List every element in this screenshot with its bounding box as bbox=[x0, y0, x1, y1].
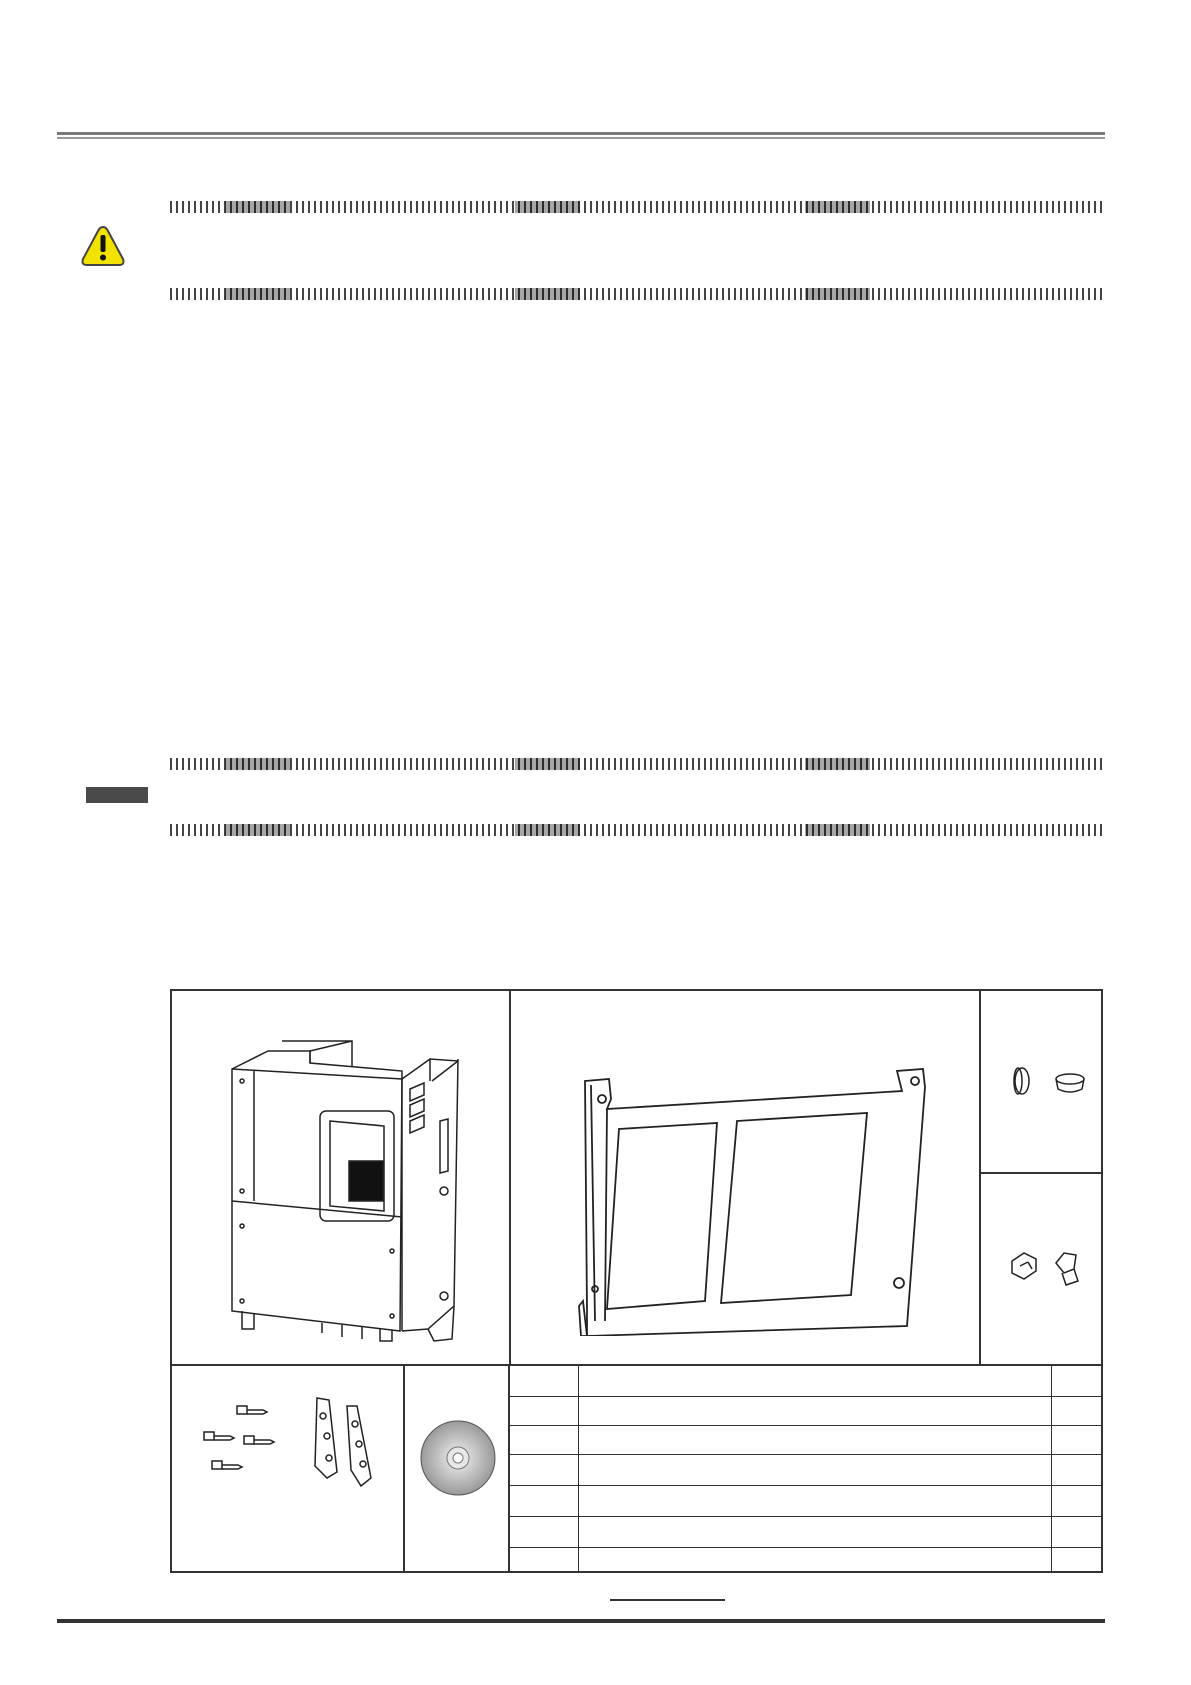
qty-cell bbox=[1053, 1395, 1101, 1425]
note-label-tab bbox=[86, 787, 148, 803]
description-cell bbox=[580, 1486, 1058, 1516]
warning-top-rule bbox=[170, 201, 1105, 213]
parts-list-row bbox=[510, 1517, 1101, 1548]
item-cell bbox=[510, 1424, 578, 1454]
cable-glands-illustration bbox=[982, 1221, 1100, 1321]
note-bottom-rule bbox=[170, 824, 1105, 836]
warning-icon bbox=[80, 224, 126, 268]
inverter-illustration bbox=[202, 1011, 482, 1356]
qty-cell bbox=[1053, 1455, 1101, 1485]
item-cell bbox=[510, 1366, 578, 1396]
parts-list-row bbox=[510, 1548, 1101, 1571]
item-cell bbox=[510, 1486, 578, 1516]
qty-cell bbox=[1053, 1486, 1101, 1516]
description-cell bbox=[580, 1517, 1058, 1547]
parts-list-row bbox=[510, 1455, 1101, 1486]
page-number-underline bbox=[610, 1599, 725, 1601]
item-cell bbox=[510, 1517, 578, 1547]
parts-list-row bbox=[510, 1395, 1101, 1426]
cd-illustration bbox=[412, 1401, 502, 1511]
qty-cell bbox=[1053, 1548, 1101, 1571]
parts-list-row bbox=[510, 1486, 1101, 1517]
qty-cell bbox=[1053, 1424, 1101, 1454]
parts-list bbox=[510, 1366, 1101, 1571]
warning-bottom-rule bbox=[170, 288, 1105, 300]
description-cell bbox=[580, 1395, 1058, 1425]
screws-and-plates-illustration bbox=[187, 1386, 397, 1556]
item-cell bbox=[510, 1455, 578, 1485]
mounting-bracket-illustration bbox=[547, 1051, 947, 1336]
package-contents-table bbox=[170, 989, 1103, 1573]
item-cell bbox=[510, 1395, 578, 1425]
item-cell bbox=[510, 1548, 578, 1571]
qty-cell bbox=[1053, 1517, 1101, 1547]
note-top-rule bbox=[170, 758, 1105, 770]
description-cell bbox=[580, 1455, 1058, 1485]
blanking-plugs-illustration bbox=[982, 1051, 1100, 1131]
footer-rule bbox=[57, 1619, 1105, 1623]
parts-list-row bbox=[510, 1366, 1101, 1397]
description-cell bbox=[580, 1366, 1058, 1396]
parts-list-row bbox=[510, 1424, 1101, 1455]
description-cell bbox=[580, 1424, 1058, 1454]
header-rule bbox=[57, 132, 1105, 140]
qty-cell bbox=[1053, 1366, 1101, 1396]
description-cell bbox=[580, 1548, 1058, 1571]
